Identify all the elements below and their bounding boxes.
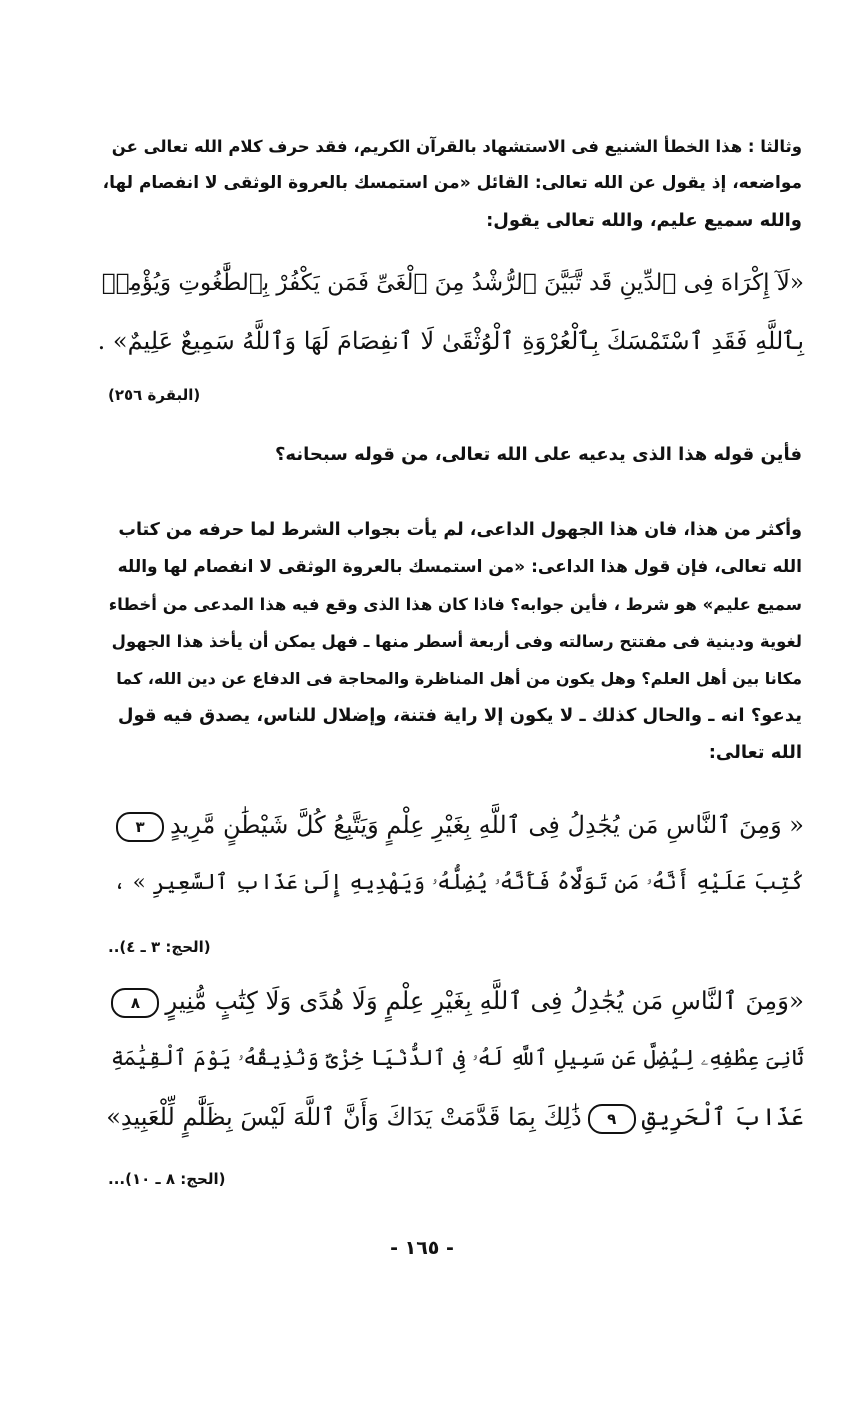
ayah-number-marker: ٩ [588,1104,636,1134]
text-line: وأكثر من هذا، فان هذا الجهول الداعى، لم يأت بجواب الشرط لما حرفه من كتاب [118,520,802,540]
verse-line [98,1088,804,1146]
verse-line [98,972,804,1030]
verse-reference: (الحج: ٣ ـ ٤).. [108,938,211,956]
quran-verse-baqarah [98,254,804,370]
verse-text: «وَمِنَ ٱلنَّاسِ مَن يُجَٰدِلُ فِى ٱللَّهِ بِغَيْرِ عِلْمٍ وَلَا هُدًى وَلَا كِتَٰبٍ مُّنِيرٍ [165,986,804,1015]
verse-line: «لَآ إِكْرَاهَ فِى ٱلدِّينِ قَد تَّبَيَّنَ ٱلرُّشْدُ مِنَ ٱلْغَىِّ فَمَن يَكْفُرْ بِٱلطَّٰغُوتِ وَيُؤْمِنۢ [101,270,804,296]
text-line: وثالثا : هذا الخطأ الشنيع فى الاستشهاد بالقرآن الكريم، فقد حرف كلام الله تعالى عن [111,137,802,156]
paragraph-question [102,436,802,473]
text-line: مواضعه، إذ يقول عن الله تعالى: القائل «من استمسك بالعروة الوثقى لا انفصام لها، [102,173,802,193]
verse-text: ذَٰلِكَ بِمَا قَدَّمَتْ يَدَاكَ وَأَنَّ ٱللَّهَ لَيْسَ بِظَلَّٰمٍ لِّلْعَبِيدِ» [106,1103,582,1131]
paragraph-moreover [102,512,802,771]
quran-verse-hajj-3 [98,796,804,912]
text-line: فأين قوله هذا الذى يدعيه على الله تعالى، من قوله سبحانه؟ [274,444,802,465]
ayah-number-marker: ٨ [111,988,159,1018]
verse-reference: (البقرة ٢٥٦) [108,386,201,404]
quran-verse-hajj-8 [98,972,804,1146]
verse-line: ثَانِىَ عِطْفِهِۦ لِيُضِلَّ عَن سَبِيلِ ٱللَّهِ لَهُۥ فِى ٱلدُّنْيَا خِزْىٌ وَنُذِيقُهُۥ يَوْمَ ٱلْقِيَٰمَةِ [110,1046,804,1071]
text-line: مكانا بين أهل العلم؟ وهل يكون من أهل المناظرة والمحاجة فى الدفاع عن دين الله، كما [116,669,802,688]
verse-line: كُتِبَ عَلَيْهِ أَنَّهُۥ مَن تَوَلَّاهُ فَأَنَّهُۥ يُضِلُّهُۥ وَيَهْدِيهِ إِلَىٰ عَذَابِ ٱلسَّعِيرِ » ، [113,870,804,895]
ayah-number-marker: ٣ [116,812,164,842]
verse-reference: (الحج: ٨ ـ ١٠)... [108,1170,226,1188]
paragraph-thirdly [102,128,802,239]
verse-text: « وَمِنَ ٱلنَّاسِ مَن يُجَٰدِلُ فِى ٱللَّهِ بِغَيْرِ عِلْمٍ وَيَتَّبِعُ كُلَّ شَيْطَٰنٍ مَّرِيدٍ [170,811,804,839]
page-number: - ١٦٥ - [390,1237,454,1259]
text-line: يدعو؟ انه ـ والحال كذلك ـ لا يكون إلا راية فتنة، وإضلال للناس، يصدق فيه قول [117,705,802,726]
text-line: الله تعالى، فإن قول هذا الداعى: «من استمسك بالعروة الوثقى لا انفصام لها والله [117,557,802,577]
text-line: والله سميع عليم، والله تعالى يقول: [486,210,802,231]
text-line: سميع عليم» هو شرط ، فأين جوابه؟ فاذا كان هذا الذى وقع فيه هذا المدعى من أخطاء [108,595,802,614]
text-line: الله تعالى: [708,742,802,763]
verse-line: بِٱللَّهِ فَقَدِ ٱسْتَمْسَكَ بِٱلْعُرْوَةِ ٱلْوُثْقَىٰ لَا ٱنفِصَامَ لَهَا وَٱللَّهُ سَمِيعٌ عَلِيمٌ» . [97,327,804,355]
text-line: لغوية ودينية فى مفتتح رسالته وفى أربعة أسطر منها ـ فهل يمكن أن يأخذ هذا الجهول [111,632,802,651]
verse-line [98,796,804,854]
verse-text: عَذَابَ ٱلْحَرِيقِ [641,1103,804,1131]
